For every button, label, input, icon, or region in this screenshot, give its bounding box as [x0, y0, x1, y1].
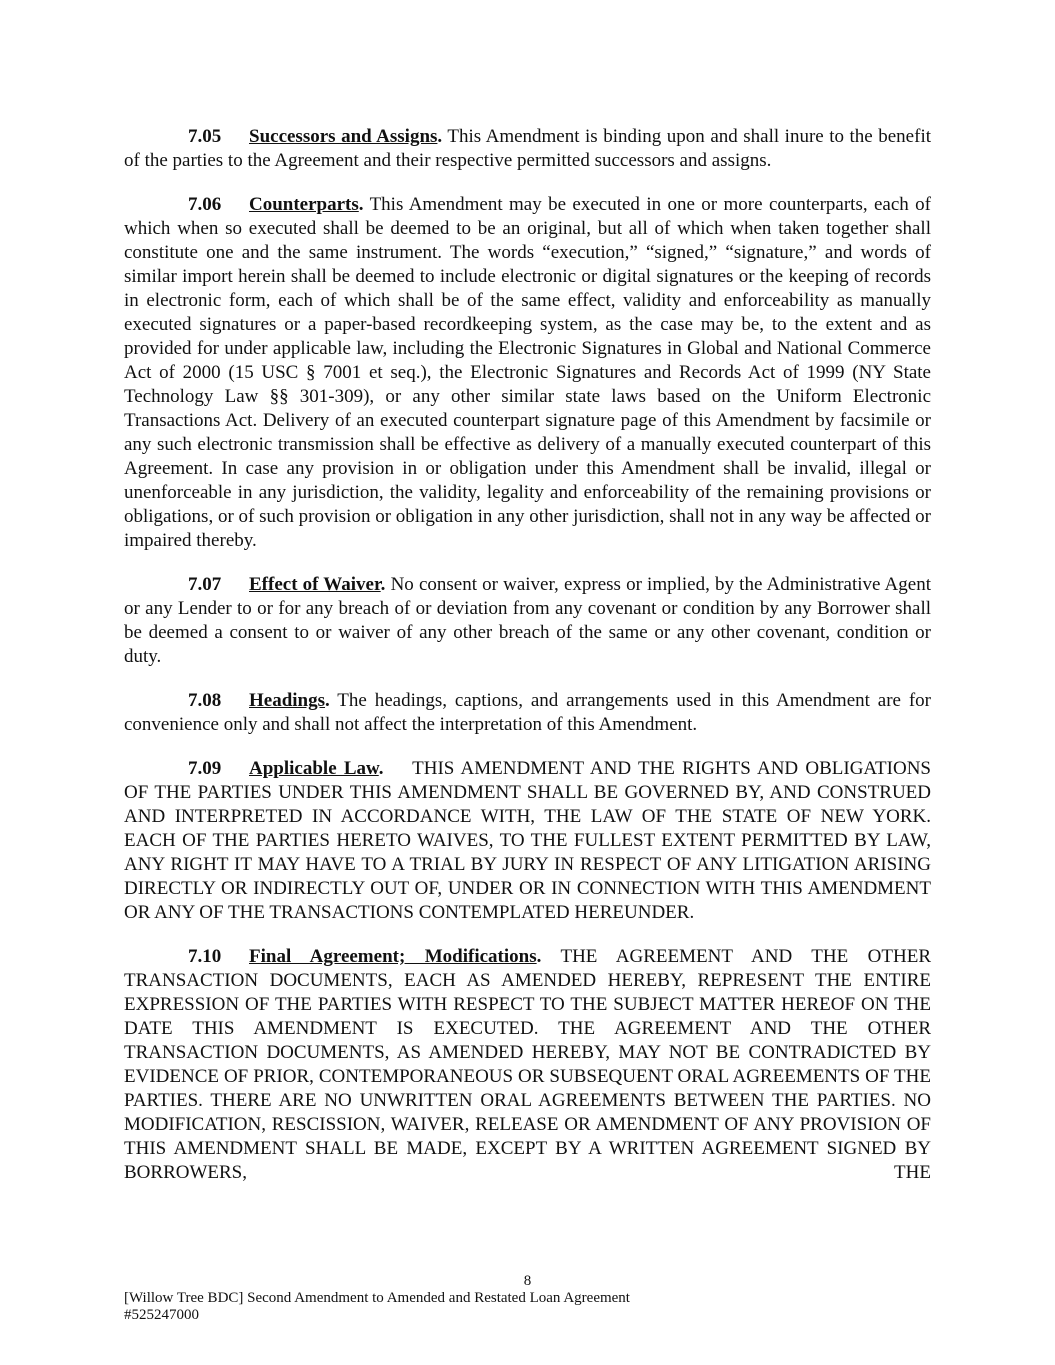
- section-text: No consent or waiver, express or implied, by the Administrative Agent or any Lender to or for any breach of or deviation from any covenant or condition by any Borrower shall be deemed a consent to or waiver of any other breach of the same or any other covenant, condition or duty.: [124, 574, 931, 667]
- footer-doc-title: [Willow Tree BDC] Second Amendment to Amended and Restated Loan Agreement: [124, 1290, 630, 1306]
- section-heading: Applicable Law: [249, 758, 379, 779]
- heading-punct: .: [536, 946, 542, 967]
- section-number: 7.05: [188, 126, 222, 147]
- page-footer: [124, 1273, 931, 1324]
- section-number: 7.09: [188, 758, 222, 779]
- section-number: 7.06: [188, 194, 222, 215]
- document-body: [124, 125, 941, 1205]
- section-number: 7.10: [188, 946, 222, 967]
- section-number: 7.07: [188, 574, 222, 595]
- section-7-05: [124, 125, 931, 173]
- section-text: This Amendment is binding upon and shall inure to the benefit of the parties to the Agreement and their respective permitted successors and assigns.: [124, 126, 931, 171]
- heading-punct: .: [378, 758, 384, 779]
- section-heading: Counterparts: [249, 194, 359, 215]
- section-7-08: [124, 689, 931, 737]
- section-7-10: [124, 945, 931, 1185]
- page-number: 8: [523, 1273, 532, 1289]
- heading-punct: .: [380, 574, 386, 595]
- section-7-06: [124, 193, 931, 553]
- footer-doc-id: #525247000: [124, 1307, 199, 1323]
- section-text: This Amendment may be executed in one or more counterparts, each of which when so executed shall be deemed to be an original, but all of which when taken together shall constitute one and the same instrument. The words “execution,” “signed,” “signature,” and words of similar import herein shall be deemed to include electronic or digital signatures or the keeping of records in electronic form, each of which shall be of the same effect, validity and enforceability as manually executed signatures or a paper-based recordkeeping system, as the case may be, to the extent and as provided for under applicable law, including the Electronic Signatures in Global and National Commerce Act of 2000 (15 USC § 7001 et seq.), the Electronic Signatures and Records Act of 1999 (NY State Technology Law §§ 301-309), or any other similar state laws based on the Uniform Electronic Transactions Act. Delivery of an executed counterpart signature page of this Amendment by facsimile or any such electronic transmission shall be effective as delivery of a manually executed counterpart of this Agreement. In case any provision in or obligation under this Amendment shall be invalid, illegal or unenforceable in any jurisdiction, the validity, legality and enforceability of the remaining provisions or obligations, or of such provision or obligation in any other jurisdiction, shall not in any way be affected or impaired thereby.: [124, 194, 931, 551]
- section-text: THIS AMENDMENT AND THE RIGHTS AND OBLIGATIONS OF THE PARTIES UNDER THIS AMENDMENT SHALL BE GOVERNED BY, AND CONSTRUED AND INTERPRETED IN ACCORDANCE WITH, THE LAW OF THE STATE OF NEW YORK. EACH OF THE PARTIES HERETO WAIVES, TO THE FULLEST EXTENT PERMITTED BY LAW, ANY RIGHT IT MAY HAVE TO A TRIAL BY JURY IN RESPECT OF ANY LITIGATION ARISING DIRECTLY OR INDIRECTLY OUT OF, UNDER OR IN CONNECTION WITH THIS AMENDMENT OR ANY OF THE TRANSACTIONS CONTEMPLATED HEREUNDER.: [124, 758, 941, 923]
- section-text: The headings, captions, and arrangements used in this Amendment are for convenience only and shall not affect the interpretation of this Amendment.: [124, 690, 931, 735]
- section-heading: Final Agreement; Modifications: [249, 946, 537, 967]
- section-7-07: [124, 573, 931, 669]
- section-7-09: [124, 757, 941, 925]
- section-number: 7.08: [188, 690, 222, 711]
- section-heading: Headings: [249, 690, 326, 711]
- heading-punct: .: [358, 194, 364, 215]
- heading-punct: .: [437, 126, 443, 147]
- section-text: THE AGREEMENT AND THE OTHER TRANSACTION DOCUMENTS, EACH AS AMENDED HEREBY, REPRESENT THE ENTIRE EXPRESSION OF THE PARTIES WITH RESPECT TO THE SUBJECT MATTER HEREOF ON THE DATE THIS AMENDMENT IS EXECUTED. THE AGREEMENT AND THE OTHER TRANSACTION DOCUMENTS, AS AMENDED HEREBY, MAY NOT BE CONTRADICTED BY EVIDENCE OF PRIOR, CONTEMPORANEOUS OR SUBSEQUENT ORAL AGREEMENTS OF THE PARTIES. THERE ARE NO UNWRITTEN ORAL AGREEMENTS BETWEEN THE PARTIES. NO MODIFICATION, RESCISSION, WAIVER, RELEASE OR AMENDMENT OF ANY PROVISION OF THIS AMENDMENT SHALL BE MADE, EXCEPT BY A WRITTEN AGREEMENT SIGNED BY BORROWERS, THE: [124, 946, 931, 1183]
- section-heading: Effect of Waiver: [249, 574, 381, 595]
- heading-punct: .: [325, 690, 330, 711]
- section-heading: Successors and Assigns: [249, 126, 438, 147]
